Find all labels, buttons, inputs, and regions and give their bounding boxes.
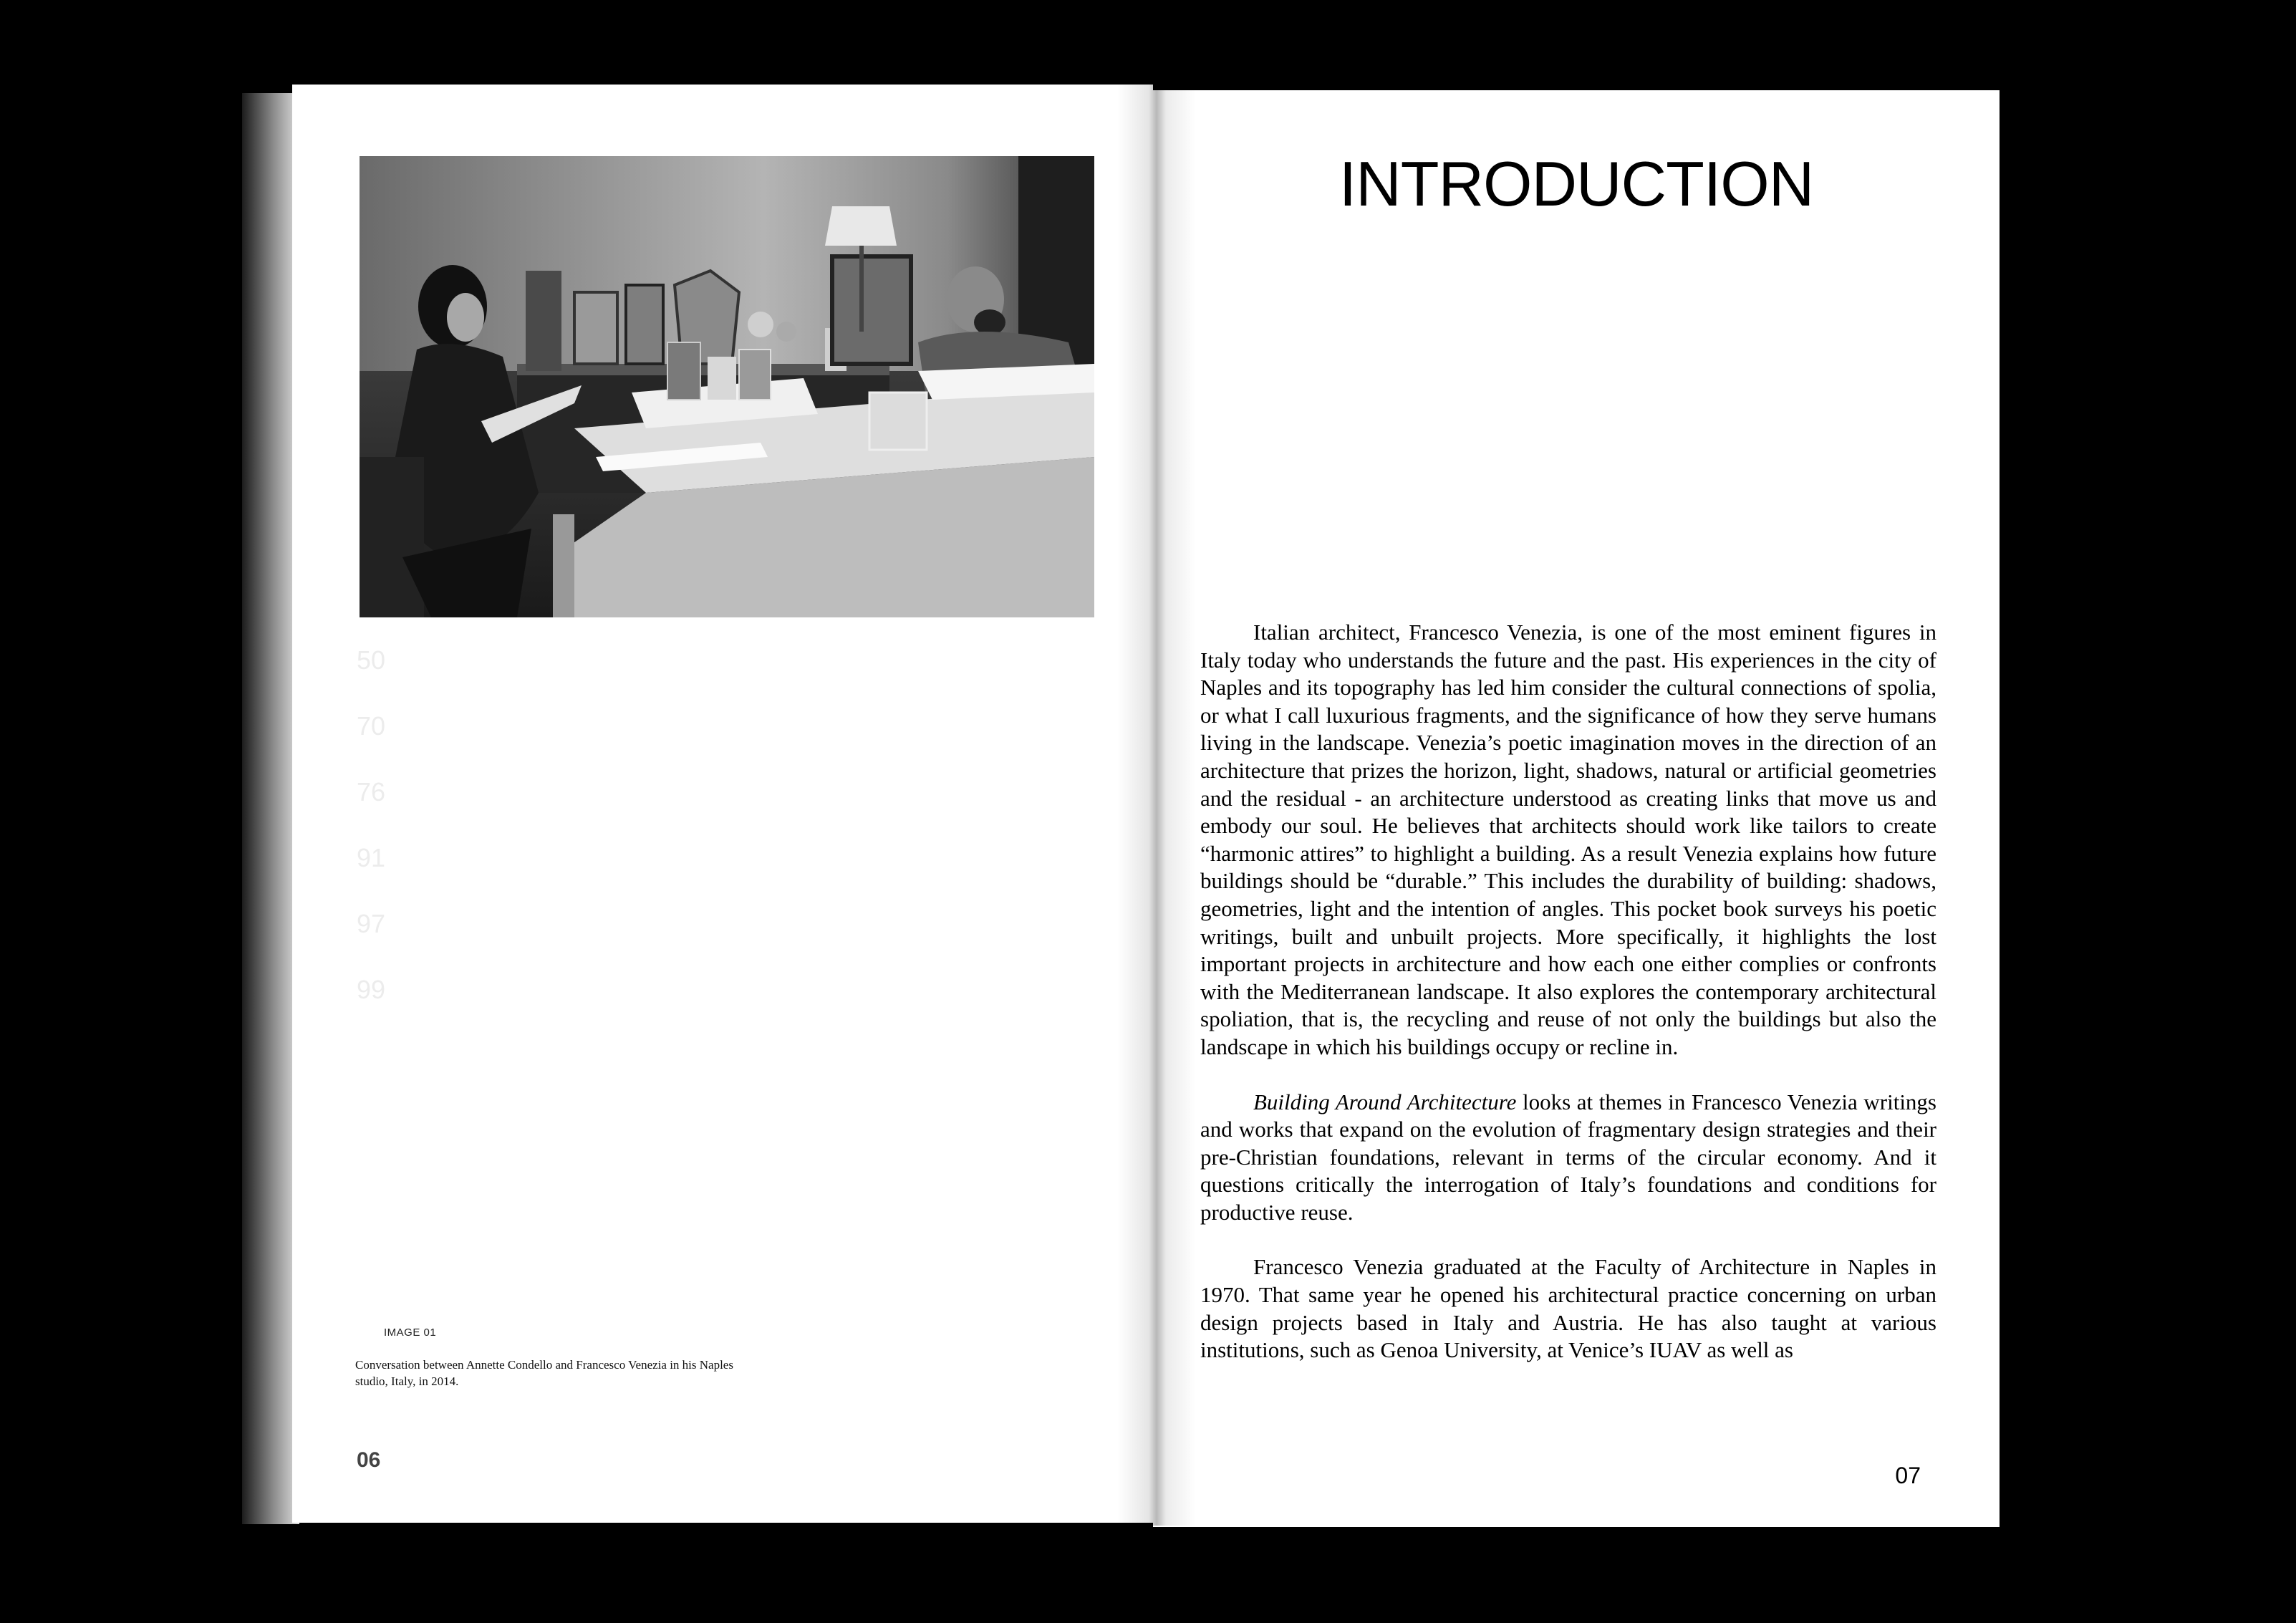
paragraph-2	[1200, 1089, 1936, 1227]
page-number-right: 07	[1895, 1463, 1921, 1488]
right-page	[1153, 90, 2000, 1527]
body-text	[1200, 619, 1936, 1392]
ghost-number: 99	[357, 975, 386, 1004]
ghost-number: 70	[357, 711, 386, 741]
show-through-page-numbers	[357, 627, 385, 1023]
image-caption: Conversation between Annette Condello and Francesco Venezia in his Naples studio, Italy, in 2014.	[355, 1358, 733, 1388]
photo-illustration	[360, 156, 1094, 617]
ghost-number: 91	[357, 843, 386, 872]
studio-photograph	[360, 156, 1094, 617]
ghost-number: 50	[357, 645, 386, 675]
ghost-number: 76	[357, 777, 386, 806]
page-number-left: 06	[357, 1448, 381, 1472]
page-stack-edge	[242, 93, 299, 1524]
chapter-heading: INTRODUCTION	[1338, 148, 1814, 219]
paragraph-3: Francesco Venezia graduated at the Faculty of Architecture in Naples in 1970. That same year he opened his architectural practice concerning on urban design projects based in Italy and Austria. He has also taught at various institutions, such as Genoa University, at Venice’s IUAV as well as	[1200, 1254, 1936, 1363]
paragraph-1: Italian architect, Francesco Venezia, is one of the most eminent figures in Italy today who understands the future and the past. His experiences in the city of Naples and its topography has led him consider the cultural connections of spolia, or what I call luxurious fragments, and the significance of how they serve humans living in the landscape. Venezia’s poetic imagination moves in the direction of an architecture that prizes the horizon, light, shadows, natural or artificial geometries and the residual - an architecture understood as creating links that move us and embody our soul. He believes that architects should work like tailors to create “harmonic attires” to highlight a building. As a result Venezia explains how future buildings should be “durable.” This includes the durability of building: shadows, geometries, light and the intention of angles. This pocket book surveys his poetic writings, built and unbuilt projects. More specifically, it highlights the lost important projects in architecture and how each one either complies or confronts with the Mediterranean landscape. It also explores the contemporary architectural spoliation, that is, the recycling and reuse of not only the buildings but also the landscape in which his buildings occupy or recline in.	[1200, 620, 1936, 1059]
paragraph-2-text: looks at themes in Francesco Venezia writings and works that expand on the evolution of fragmentary design strategies and their pre-Christian foundations, relevant in terms of the circular economy. And it questions critically the interrogation of Italy’s foundations and conditions for productive reuse.	[1200, 1089, 1936, 1225]
book-title-italic: Building Around Architecture	[1253, 1089, 1517, 1114]
left-page	[292, 85, 1153, 1523]
ghost-number: 97	[357, 909, 386, 938]
image-label: IMAGE 01	[384, 1326, 437, 1339]
